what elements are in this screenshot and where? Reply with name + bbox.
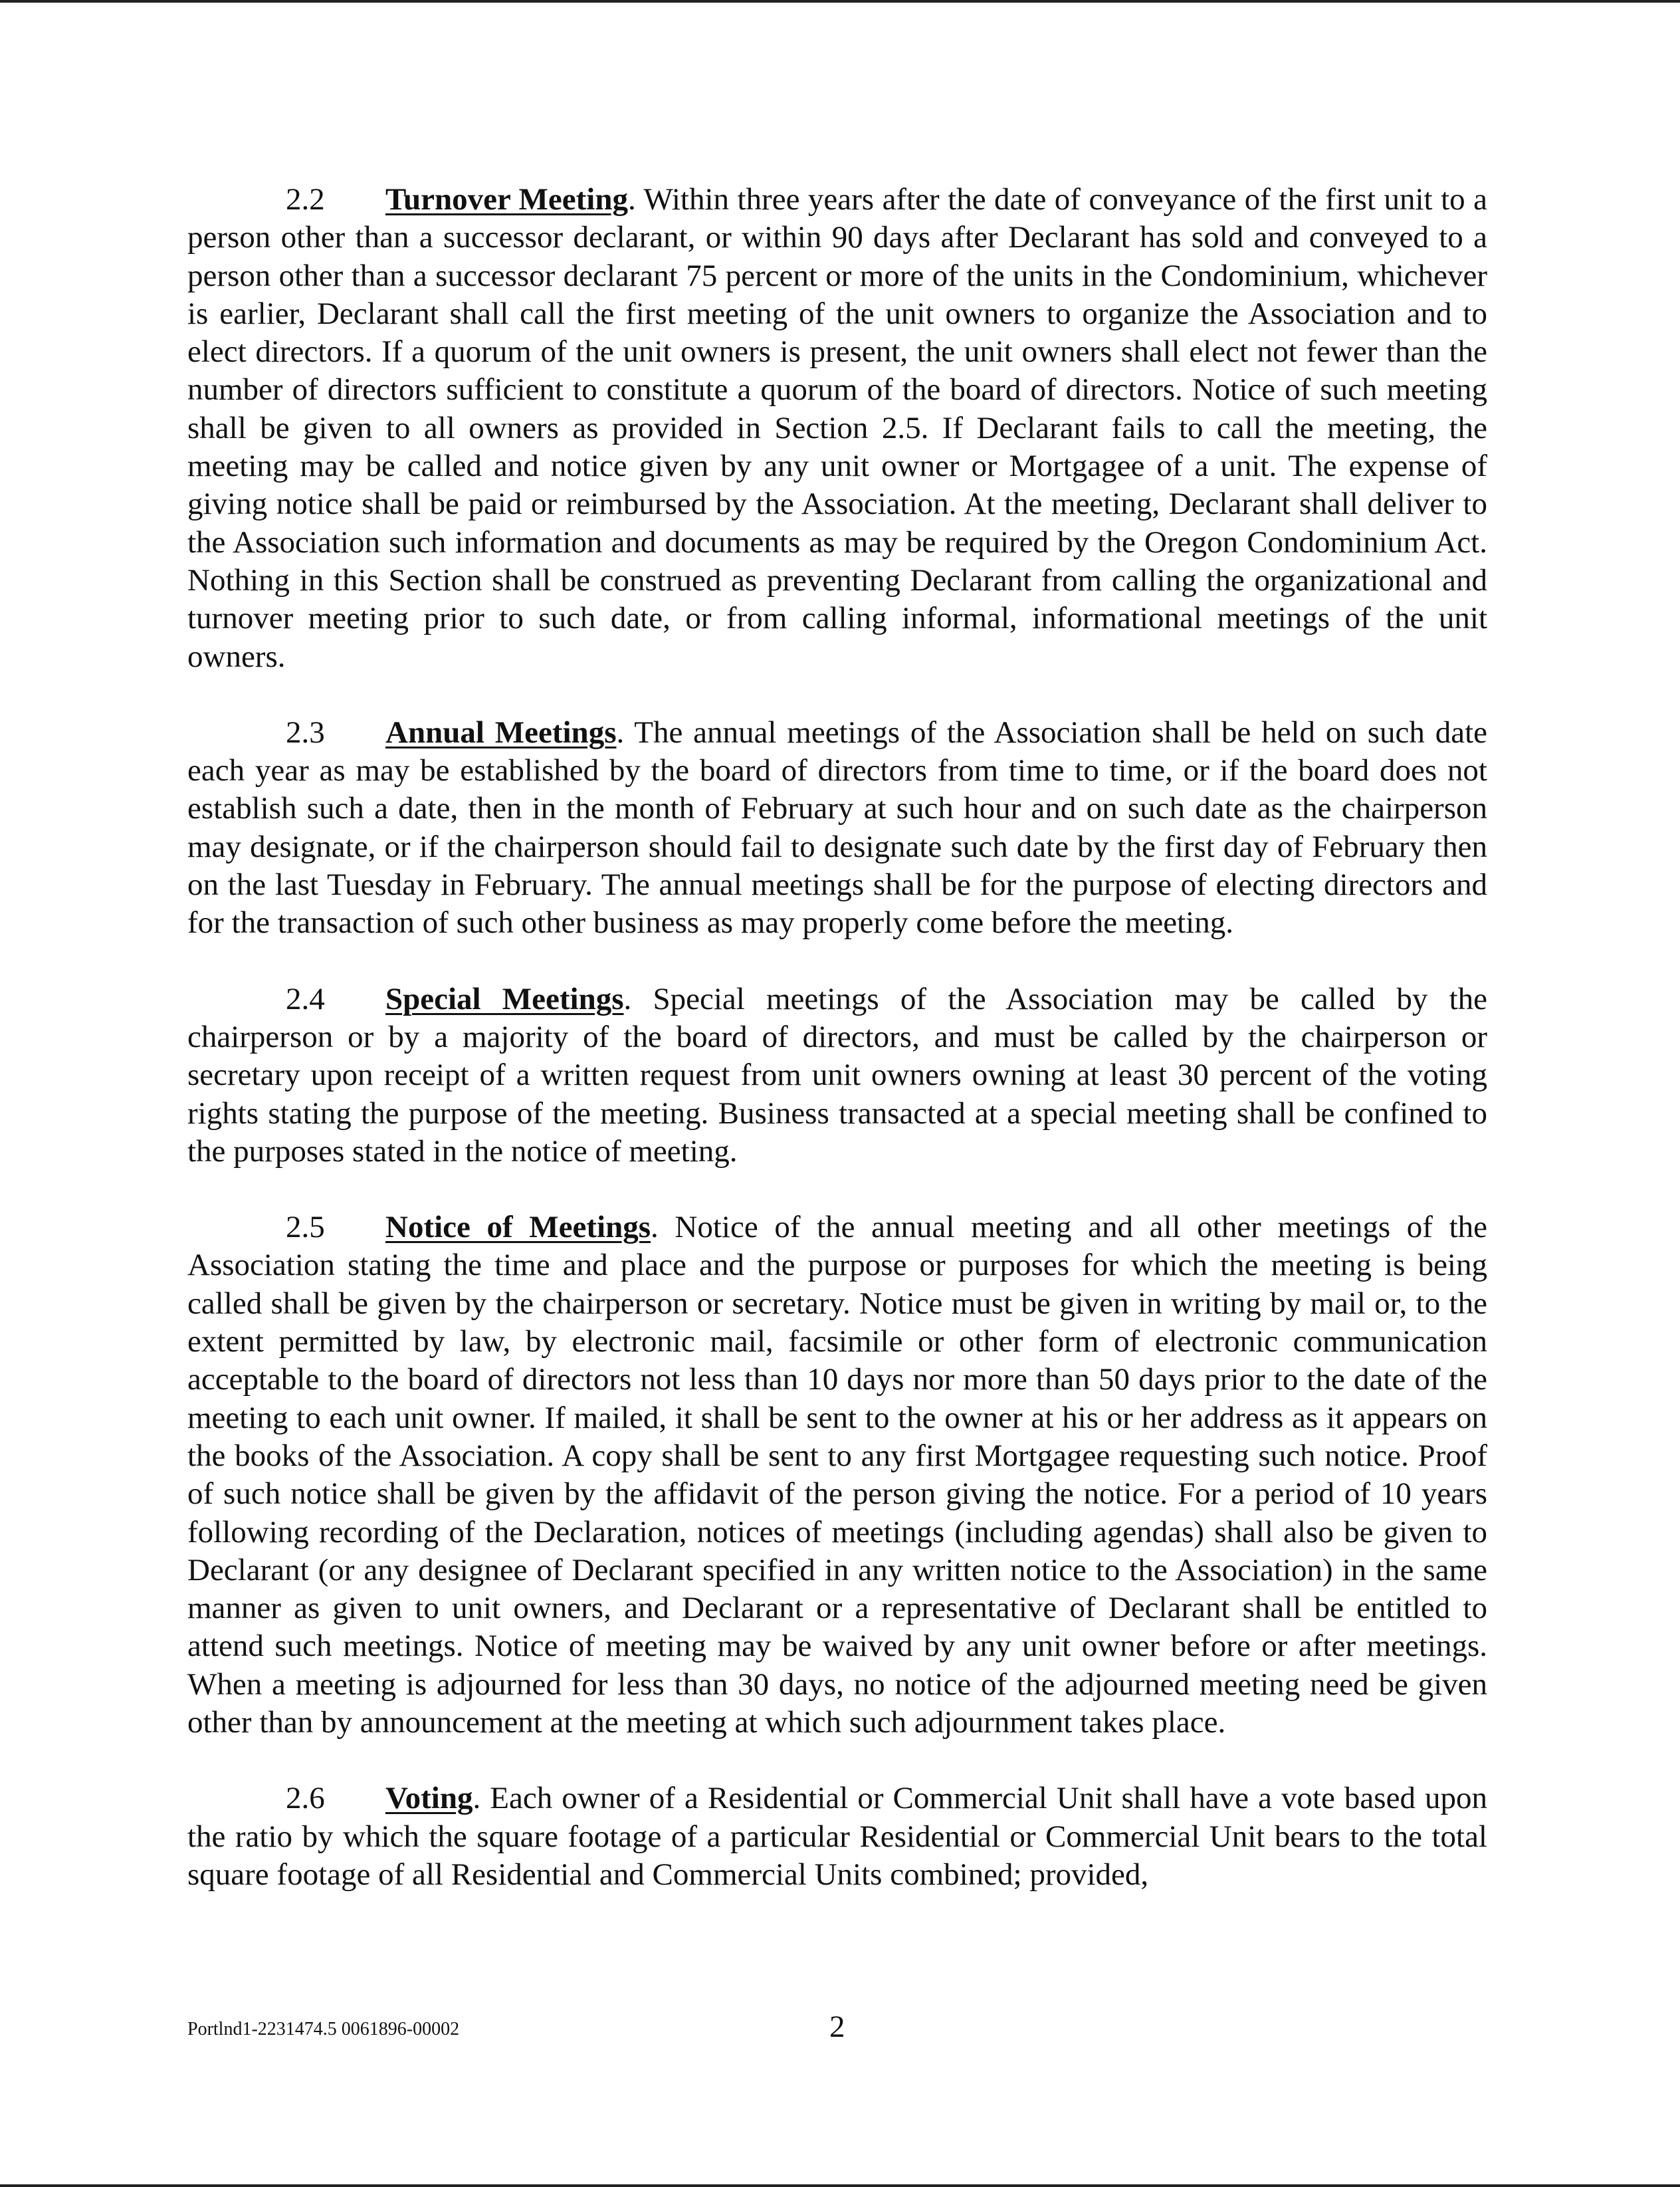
section-body: . Notice of the annual meeting and all other meetings of the Association stating the time and place and the purpose or purposes for which the meeting is being called shall be given by the chairperson or secretary. Notice must be given in writing by mail or, to the extent permitted by law, by electronic mail, facsimile or other form of electronic communication acceptable to the board of directors not less than 10 days nor more than 50 days prior to the date of the meeting to each unit owner. If mailed, it shall be sent to the owner at his or her address as it appears on the books of the Association. A copy shall be sent to any first Mortgagee requesting such notice. Proof of such notice shall be given by the affidavit of the person giving the notice. For a period of 10 years following recording of the Declaration, notices of meetings (including agendas) shall also be given to Declarant (or any designee of Declarant specified in any written notice to the Association) in the same manner as given to unit owners, and Declarant or a representative of Declarant shall be entitled to attend such meetings. Notice of meeting may be waived by any unit owner before or after meetings. When a meeting is adjourned for less than 30 days, no notice of the adjourned meeting need be given other than by announcement at the meeting at which such adjournment takes place.: [187, 1210, 1487, 1740]
section-heading: Turnover Meeting: [385, 182, 628, 217]
section-2-2: [187, 181, 1487, 676]
footer-page-number: 2: [829, 2010, 845, 2044]
section-2-3: [187, 714, 1487, 943]
section-body: . Each owner of a Residential or Commercial Unit shall have a vote based upon the ratio by which the square footage of a particular Residential or Commercial Unit bears to the total square footage of all Residential and Commercial Units combined; provided,: [187, 1781, 1487, 1892]
section-2-5: [187, 1209, 1487, 1742]
section-body: . Special meetings of the Association may be called by the chairperson or by a majority of the board of directors, and must be called by the chairperson or secretary upon receipt of a written request from unit owners owning at least 30 percent of the voting rights stating the purpose of the meeting. Business transacted at a special meeting shall be confined to the purposes stated in the notice of meeting.: [187, 981, 1487, 1169]
section-2-6: [187, 1780, 1487, 1894]
section-number: 2.2: [286, 182, 325, 217]
section-number: 2.6: [286, 1781, 325, 1816]
section-heading: Voting: [385, 1781, 473, 1816]
section-body: . The annual meetings of the Association shall be held on such date each year as may be established by the board of directors from time to time, or if the board does not establish such a date, then in the month of February at such hour and on such date as the chairperson may designate, or if the chairperson should fail to designate such date by the first day of February then on the last Tuesday in February. The annual meetings shall be for the purpose of electing directors and for the transaction of such other business as may properly come before the meeting.: [187, 715, 1488, 941]
section-2-4: [187, 980, 1487, 1171]
section-number: 2.3: [286, 715, 325, 750]
section-number: 2.4: [286, 981, 325, 1016]
section-heading: Special Meetings: [385, 981, 624, 1016]
document-body: [187, 181, 1487, 1932]
footer-document-id: Portlnd1-2231474.5 0061896-00002: [187, 2019, 460, 2039]
section-heading: Notice of Meetings: [385, 1210, 651, 1245]
section-number: 2.5: [286, 1210, 325, 1245]
section-heading: Annual Meetings: [385, 715, 617, 750]
section-body: . Within three years after the date of conveyance of the first unit to a person other than a successor declarant, or within 90 days after Declarant has sold and conveyed to a person other than a successor declarant 75 percent or more of the units in the Condominium, whichever is earlier, Declarant shall call the first meeting of the unit owners to organize the Association and to elect directors. If a quorum of the unit owners is present, the unit owners shall elect not fewer than the number of directors sufficient to constitute a quorum of the board of directors. Notice of such meeting shall be given to all owners as provided in Section 2.5. If Declarant fails to call the meeting, the meeting may be called and notice given by any unit owner or Mortgagee of a unit. The expense of giving notice shall be paid or reimbursed by the Association. At the meeting, Declarant shall deliver to the Association such information and documents as may be required by the Oregon Condominium Act. Nothing in this Section shall be construed as preventing Declarant from calling the organizational and turnover meeting prior to such date, or from calling informal, informational meetings of the unit owners.: [187, 182, 1487, 674]
